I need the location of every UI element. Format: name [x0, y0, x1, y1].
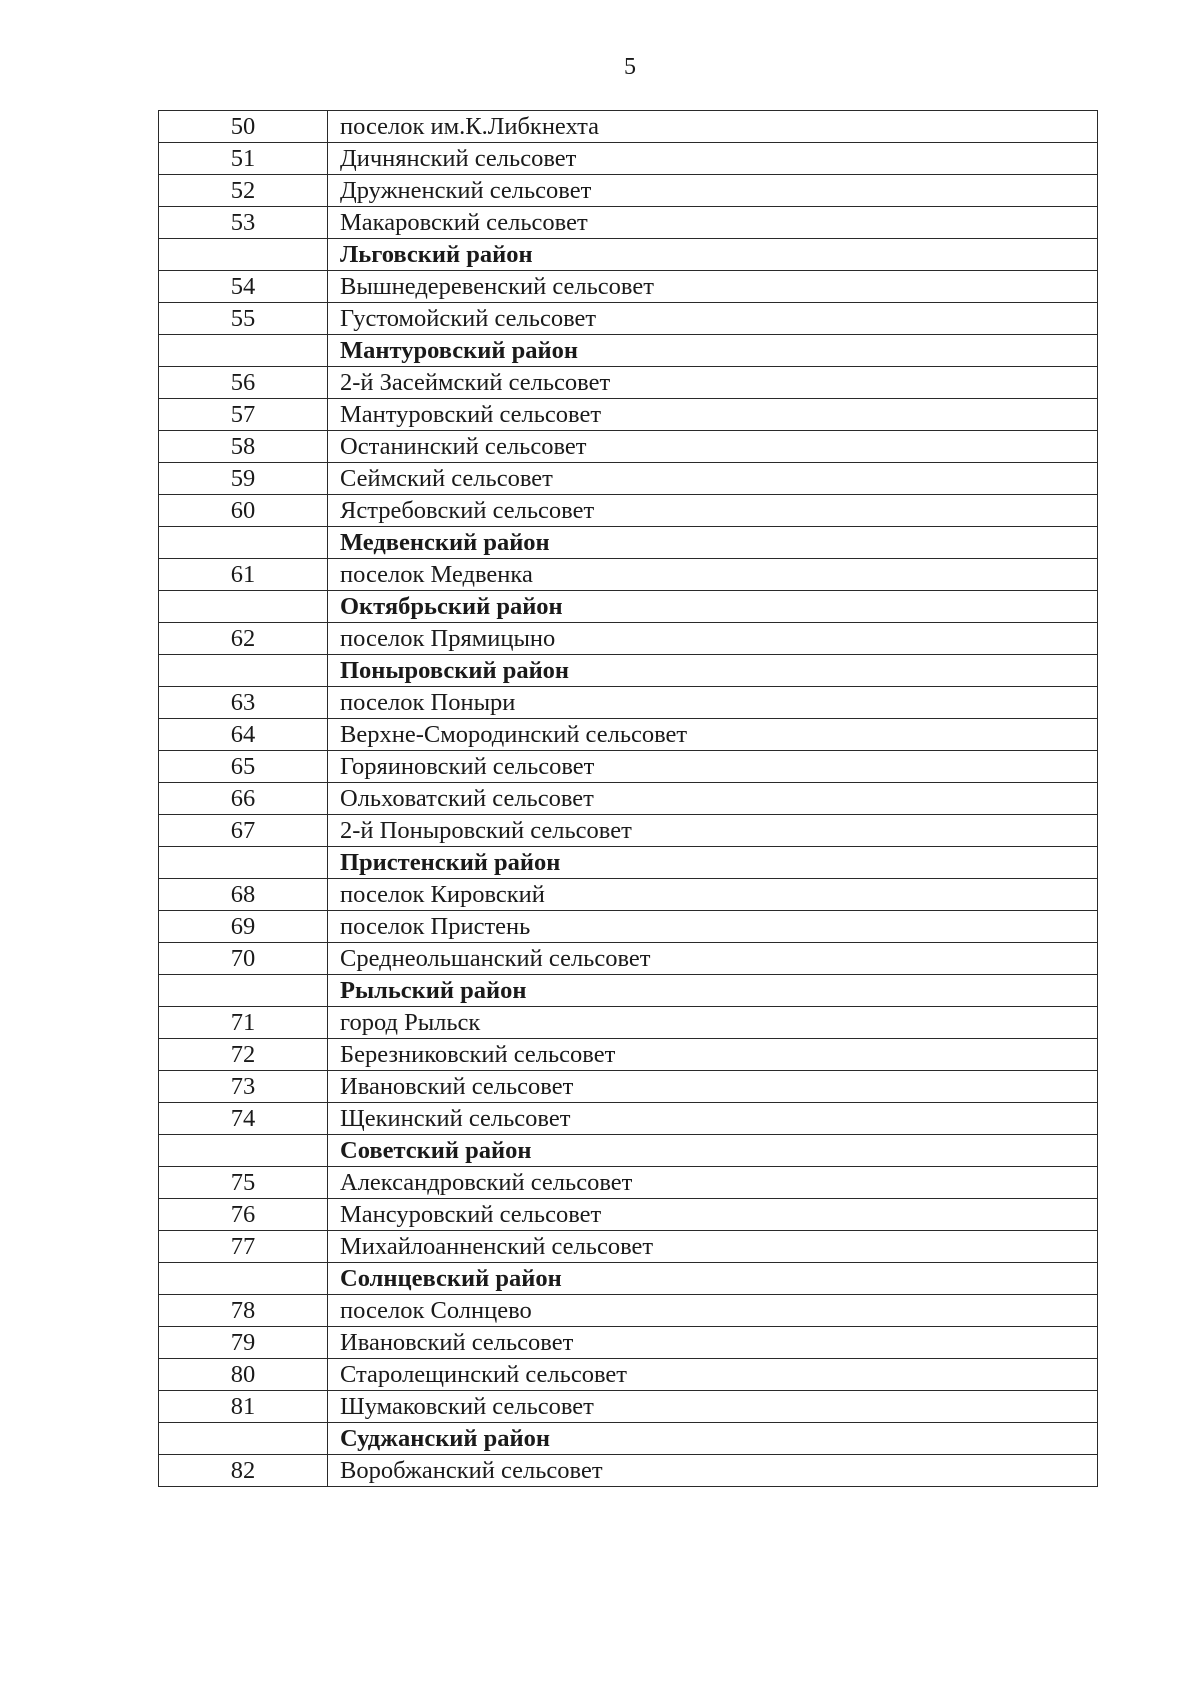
row-number: 64 [159, 719, 328, 751]
district-name: Поныровский район [328, 655, 1098, 687]
table-row [159, 911, 1098, 943]
table-row [159, 271, 1098, 303]
row-number: 68 [159, 879, 328, 911]
row-number: 51 [159, 143, 328, 175]
table-row [159, 1295, 1098, 1327]
municipality-name: Березниковский сельсовет [328, 1039, 1098, 1071]
municipality-name: поселок Медвенка [328, 559, 1098, 591]
table-row [159, 1007, 1098, 1039]
row-number: 52 [159, 175, 328, 207]
row-number: 78 [159, 1295, 328, 1327]
table-row [159, 719, 1098, 751]
municipality-name: Мантуровский сельсовет [328, 399, 1098, 431]
table-row [159, 1327, 1098, 1359]
district-header-row [159, 591, 1098, 623]
table-row [159, 879, 1098, 911]
district-name: Пристенский район [328, 847, 1098, 879]
municipality-name: Останинский сельсовет [328, 431, 1098, 463]
table-row [159, 1071, 1098, 1103]
municipality-name: Воробжанский сельсовет [328, 1455, 1098, 1487]
row-number: 77 [159, 1231, 328, 1263]
municipality-name: Шумаковский сельсовет [328, 1391, 1098, 1423]
row-number [159, 335, 328, 367]
municipality-name: Среднеольшанский сельсовет [328, 943, 1098, 975]
table-row [159, 1199, 1098, 1231]
row-number: 67 [159, 815, 328, 847]
row-number: 63 [159, 687, 328, 719]
district-name: Октябрьский район [328, 591, 1098, 623]
table-row [159, 815, 1098, 847]
municipality-name: Густомойский сельсовет [328, 303, 1098, 335]
district-header-row [159, 1423, 1098, 1455]
table-row [159, 687, 1098, 719]
table-row [159, 1359, 1098, 1391]
municipality-name: город Рыльск [328, 1007, 1098, 1039]
row-number: 74 [159, 1103, 328, 1135]
district-header-row [159, 975, 1098, 1007]
row-number [159, 1423, 328, 1455]
municipality-name: Старолещинский сельсовет [328, 1359, 1098, 1391]
page-number: 5 [624, 54, 636, 80]
district-name: Советский район [328, 1135, 1098, 1167]
table-row [159, 623, 1098, 655]
district-header-row [159, 1263, 1098, 1295]
row-number [159, 1135, 328, 1167]
table-row [159, 175, 1098, 207]
district-name: Льговский район [328, 239, 1098, 271]
district-header-row [159, 847, 1098, 879]
municipality-name: поселок Пристень [328, 911, 1098, 943]
municipality-name: Мансуровский сельсовет [328, 1199, 1098, 1231]
municipality-name: поселок им.К.Либкнехта [328, 111, 1098, 143]
table-row [159, 1167, 1098, 1199]
municipality-name: поселок Прямицыно [328, 623, 1098, 655]
municipality-table [158, 110, 1098, 1487]
row-number [159, 591, 328, 623]
table-row [159, 1103, 1098, 1135]
district-name: Суджанский район [328, 1423, 1098, 1455]
row-number: 58 [159, 431, 328, 463]
municipality-name: Ивановский сельсовет [328, 1327, 1098, 1359]
row-number: 76 [159, 1199, 328, 1231]
row-number [159, 655, 328, 687]
district-header-row [159, 335, 1098, 367]
district-name: Мантуровский район [328, 335, 1098, 367]
table-body [159, 111, 1098, 1487]
district-name: Солнцевский район [328, 1263, 1098, 1295]
district-name: Рыльский район [328, 975, 1098, 1007]
row-number: 69 [159, 911, 328, 943]
municipality-name: поселок Солнцево [328, 1295, 1098, 1327]
row-number: 82 [159, 1455, 328, 1487]
row-number: 57 [159, 399, 328, 431]
district-header-row [159, 1135, 1098, 1167]
municipality-name: 2-й Засеймский сельсовет [328, 367, 1098, 399]
municipality-name: Верхне-Смородинский сельсовет [328, 719, 1098, 751]
table-row [159, 1391, 1098, 1423]
table-row [159, 463, 1098, 495]
row-number: 81 [159, 1391, 328, 1423]
district-header-row [159, 527, 1098, 559]
row-number [159, 239, 328, 271]
table-row [159, 1455, 1098, 1487]
municipality-name: Вышнедеревенский сельсовет [328, 271, 1098, 303]
row-number: 60 [159, 495, 328, 527]
row-number [159, 527, 328, 559]
row-number [159, 975, 328, 1007]
row-number: 75 [159, 1167, 328, 1199]
municipality-name: поселок Поныри [328, 687, 1098, 719]
municipality-name: Александровский сельсовет [328, 1167, 1098, 1199]
row-number: 72 [159, 1039, 328, 1071]
row-number: 53 [159, 207, 328, 239]
row-number: 70 [159, 943, 328, 975]
table-row [159, 399, 1098, 431]
row-number: 79 [159, 1327, 328, 1359]
table-row [159, 207, 1098, 239]
row-number: 73 [159, 1071, 328, 1103]
row-number: 80 [159, 1359, 328, 1391]
municipality-name: Ольховатский сельсовет [328, 783, 1098, 815]
table-row [159, 431, 1098, 463]
row-number: 50 [159, 111, 328, 143]
table-row [159, 1231, 1098, 1263]
table-row [159, 111, 1098, 143]
district-header-row [159, 239, 1098, 271]
table-row [159, 1039, 1098, 1071]
municipality-name: поселок Кировский [328, 879, 1098, 911]
row-number: 66 [159, 783, 328, 815]
table-row [159, 943, 1098, 975]
district-header-row [159, 655, 1098, 687]
row-number [159, 1263, 328, 1295]
table-row [159, 559, 1098, 591]
municipality-name: Ивановский сельсовет [328, 1071, 1098, 1103]
row-number [159, 847, 328, 879]
row-number: 55 [159, 303, 328, 335]
row-number: 59 [159, 463, 328, 495]
district-name: Медвенский район [328, 527, 1098, 559]
municipality-name: Михайлоанненский сельсовет [328, 1231, 1098, 1263]
row-number: 56 [159, 367, 328, 399]
municipality-name: Горяиновский сельсовет [328, 751, 1098, 783]
row-number: 62 [159, 623, 328, 655]
table-row [159, 783, 1098, 815]
municipality-name: Ястребовский сельсовет [328, 495, 1098, 527]
table-row [159, 495, 1098, 527]
municipality-name: Щекинский сельсовет [328, 1103, 1098, 1135]
municipality-name: Макаровский сельсовет [328, 207, 1098, 239]
municipality-name: Сеймский сельсовет [328, 463, 1098, 495]
row-number: 61 [159, 559, 328, 591]
municipality-name: 2-й Поныровский сельсовет [328, 815, 1098, 847]
table-row [159, 143, 1098, 175]
row-number: 54 [159, 271, 328, 303]
table-row [159, 303, 1098, 335]
municipality-name: Дичнянский сельсовет [328, 143, 1098, 175]
table-row [159, 367, 1098, 399]
municipality-name: Дружненский сельсовет [328, 175, 1098, 207]
row-number: 71 [159, 1007, 328, 1039]
table-row [159, 751, 1098, 783]
row-number: 65 [159, 751, 328, 783]
